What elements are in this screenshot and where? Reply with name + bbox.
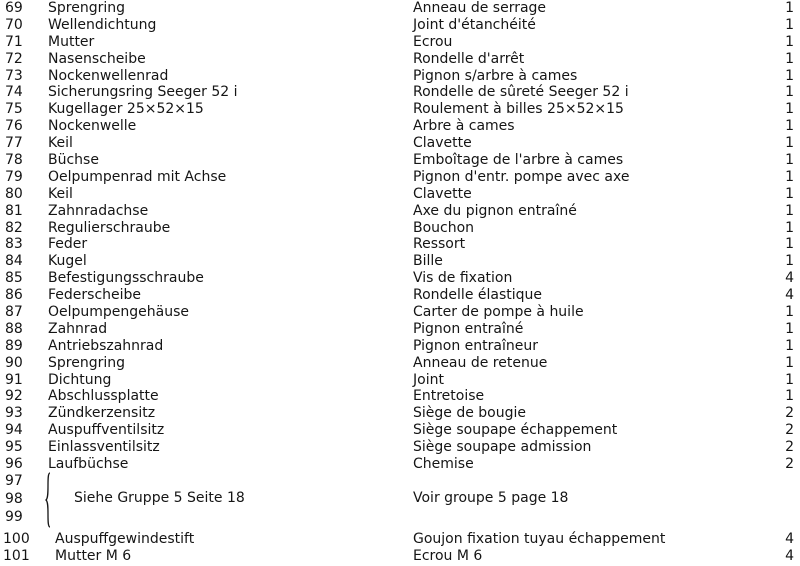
parts-rows-tail — [0, 531, 800, 565]
part-name-de: Abschlussplatte — [48, 388, 159, 405]
part-name-de: Regulierschraube — [48, 219, 171, 236]
part-row — [0, 304, 800, 321]
part-number: 88 — [5, 320, 23, 337]
part-number: 82 — [5, 219, 23, 236]
part-quantity: 1 — [785, 33, 794, 50]
part-row — [0, 203, 800, 220]
part-quantity: 1 — [785, 67, 794, 84]
part-name-fr: Axe du pignon entraîné — [413, 202, 577, 219]
part-name-de: Zündkerzensitz — [48, 405, 156, 422]
part-name-de: Zahnrad — [48, 320, 108, 337]
part-name-de: Laufbüchse — [48, 456, 129, 473]
part-name-fr: Roulement à billes 25×52×15 — [413, 101, 624, 118]
part-name-fr: Clavette — [413, 135, 472, 152]
part-quantity: 2 — [785, 422, 794, 439]
part-quantity: 1 — [785, 253, 794, 270]
part-name-de: Wellendichtung — [48, 16, 157, 33]
brace-icon — [44, 471, 56, 529]
part-name-fr: Ecrou M 6 — [413, 547, 483, 564]
part-quantity: 1 — [785, 337, 794, 354]
part-quantity: 1 — [785, 118, 794, 135]
part-row — [0, 372, 800, 389]
part-name-fr: Siège soupape admission — [413, 439, 592, 456]
part-row — [0, 186, 800, 203]
part-name-fr: Pignon d'entr. pompe avec axe — [413, 168, 630, 185]
part-name-de: Keil — [48, 135, 73, 152]
part-row — [0, 338, 800, 355]
part-name-fr: Pignon entraîneur — [413, 337, 538, 354]
part-name-fr: Emboîtage de l'arbre à cames — [413, 152, 624, 169]
part-row — [0, 220, 800, 237]
part-row — [0, 253, 800, 270]
part-name-de: Kugel — [48, 253, 87, 270]
part-name-de: Nockenwelle — [48, 118, 137, 135]
part-name-fr: Rondelle élastique — [413, 287, 543, 304]
part-name-fr: Rondelle de sûreté Seeger 52 i — [413, 84, 629, 101]
part-number: 76 — [5, 118, 23, 135]
part-name-fr: Chemise — [413, 456, 474, 473]
part-number: 100 — [3, 530, 30, 547]
part-quantity: 2 — [785, 456, 794, 473]
part-name-fr: Arbre à cames — [413, 118, 515, 135]
part-name-de: Nockenwellenrad — [48, 67, 169, 84]
part-row — [0, 388, 800, 405]
part-name-fr: Ecrou — [413, 33, 453, 50]
part-name-fr: Bille — [413, 253, 443, 270]
part-name-de: Mutter M 6 — [55, 547, 132, 564]
part-row — [0, 84, 800, 101]
part-quantity: 1 — [785, 0, 794, 16]
group-reference-block — [0, 473, 800, 531]
part-name-fr: Entretoise — [413, 388, 485, 405]
part-name-de: Dichtung — [48, 371, 112, 388]
part-name-fr: Pignon entraîné — [413, 320, 524, 337]
part-quantity: 1 — [785, 101, 794, 118]
part-row — [0, 68, 800, 85]
part-number: 79 — [5, 168, 23, 185]
part-number: 93 — [5, 405, 23, 422]
part-name-de: Nasenscheibe — [48, 50, 146, 67]
part-row — [0, 236, 800, 253]
part-row — [0, 101, 800, 118]
part-quantity: 1 — [785, 152, 794, 169]
part-quantity: 1 — [785, 371, 794, 388]
part-name-fr: Goujon fixation tuyau échappement — [413, 530, 666, 547]
part-number: 72 — [5, 50, 23, 67]
part-number: 98 — [5, 490, 23, 507]
part-quantity: 4 — [785, 547, 794, 564]
part-quantity: 1 — [785, 236, 794, 253]
part-row — [0, 287, 800, 304]
part-number: 99 — [5, 508, 23, 525]
part-name-fr: Anneau de serrage — [413, 0, 547, 16]
part-name-de: Sprengring — [48, 354, 125, 371]
part-quantity: 1 — [785, 185, 794, 202]
part-name-de: Büchse — [48, 152, 99, 169]
part-number: 89 — [5, 337, 23, 354]
part-row — [0, 169, 800, 186]
part-name-fr: Siège soupape échappement — [413, 422, 618, 439]
part-number: 84 — [5, 253, 23, 270]
part-number: 78 — [5, 152, 23, 169]
part-row — [0, 405, 800, 422]
part-name-de: Kugellager 25×52×15 — [48, 101, 204, 118]
part-name-de: Mutter — [48, 33, 95, 50]
part-quantity: 1 — [785, 84, 794, 101]
part-number: 95 — [5, 439, 23, 456]
part-name-de: Sprengring — [48, 0, 125, 16]
part-quantity: 1 — [785, 135, 794, 152]
part-name-fr: Siège de bougie — [413, 405, 527, 422]
part-quantity: 1 — [785, 388, 794, 405]
part-row — [0, 34, 800, 51]
part-number: 80 — [5, 185, 23, 202]
part-number: 77 — [5, 135, 23, 152]
part-name-fr: Joint — [413, 371, 444, 388]
part-quantity: 1 — [785, 354, 794, 371]
part-number: 87 — [5, 304, 23, 321]
part-quantity: 1 — [785, 168, 794, 185]
part-row — [0, 17, 800, 34]
part-number: 83 — [5, 236, 23, 253]
part-quantity: 2 — [785, 439, 794, 456]
part-number: 81 — [5, 202, 23, 219]
part-number: 71 — [5, 33, 23, 50]
part-quantity: 1 — [785, 304, 794, 321]
part-name-de: Einlassventilsitz — [48, 439, 160, 456]
part-name-fr: Clavette — [413, 185, 472, 202]
part-name-de: Federscheibe — [48, 287, 142, 304]
part-quantity: 4 — [785, 530, 794, 547]
part-row — [0, 51, 800, 68]
part-row — [0, 422, 800, 439]
part-name-de: Keil — [48, 185, 73, 202]
part-name-fr: Joint d'étanchéité — [413, 16, 536, 33]
group-reference-de: Siehe Gruppe 5 Seite 18 — [74, 489, 245, 506]
part-row — [0, 135, 800, 152]
part-name-de: Feder — [48, 236, 88, 253]
part-name-fr: Anneau de retenue — [413, 354, 548, 371]
part-number: 96 — [5, 456, 23, 473]
part-name-fr: Pignon s/arbre à cames — [413, 67, 578, 84]
part-number: 86 — [5, 287, 23, 304]
part-number: 101 — [3, 547, 30, 564]
part-quantity: 1 — [785, 219, 794, 236]
part-number: 85 — [5, 270, 23, 287]
part-number: 70 — [5, 16, 23, 33]
part-number: 92 — [5, 388, 23, 405]
part-name-fr: Bouchon — [413, 219, 475, 236]
part-quantity: 1 — [785, 320, 794, 337]
part-row — [0, 456, 800, 473]
part-quantity: 1 — [785, 202, 794, 219]
part-name-de: Zahnradachse — [48, 202, 149, 219]
part-number: 97 — [5, 472, 23, 489]
part-row — [0, 270, 800, 287]
part-name-fr: Rondelle d'arrêt — [413, 50, 525, 67]
part-number: 74 — [5, 84, 23, 101]
part-name-de: Auspuffgewindestift — [55, 530, 195, 547]
part-row — [0, 0, 800, 17]
part-name-de: Sicherungsring Seeger 52 i — [48, 84, 238, 101]
part-number: 73 — [5, 67, 23, 84]
part-name-fr: Carter de pompe à huile — [413, 304, 584, 321]
part-name-fr: Ressort — [413, 236, 466, 253]
part-row — [0, 152, 800, 169]
part-row — [0, 548, 800, 565]
part-quantity: 1 — [785, 16, 794, 33]
part-row — [0, 355, 800, 372]
group-reference-fr: Voir groupe 5 page 18 — [413, 489, 569, 506]
part-quantity: 2 — [785, 405, 794, 422]
part-row — [0, 321, 800, 338]
part-quantity: 4 — [785, 270, 794, 287]
part-row — [0, 531, 800, 548]
part-number: 91 — [5, 371, 23, 388]
part-name-de: Befestigungsschraube — [48, 270, 204, 287]
part-name-de: Oelpumpengehäuse — [48, 304, 190, 321]
part-number: 90 — [5, 354, 23, 371]
part-number: 75 — [5, 101, 23, 118]
part-name-fr: Vis de fixation — [413, 270, 513, 287]
part-name-de: Oelpumpenrad mit Achse — [48, 168, 227, 185]
part-row — [0, 439, 800, 456]
part-row — [0, 118, 800, 135]
part-number: 69 — [5, 0, 23, 16]
part-name-de: Auspuffventilsitz — [48, 422, 165, 439]
part-quantity: 1 — [785, 50, 794, 67]
part-number: 94 — [5, 422, 23, 439]
part-name-de: Antriebszahnrad — [48, 337, 164, 354]
part-quantity: 4 — [785, 287, 794, 304]
